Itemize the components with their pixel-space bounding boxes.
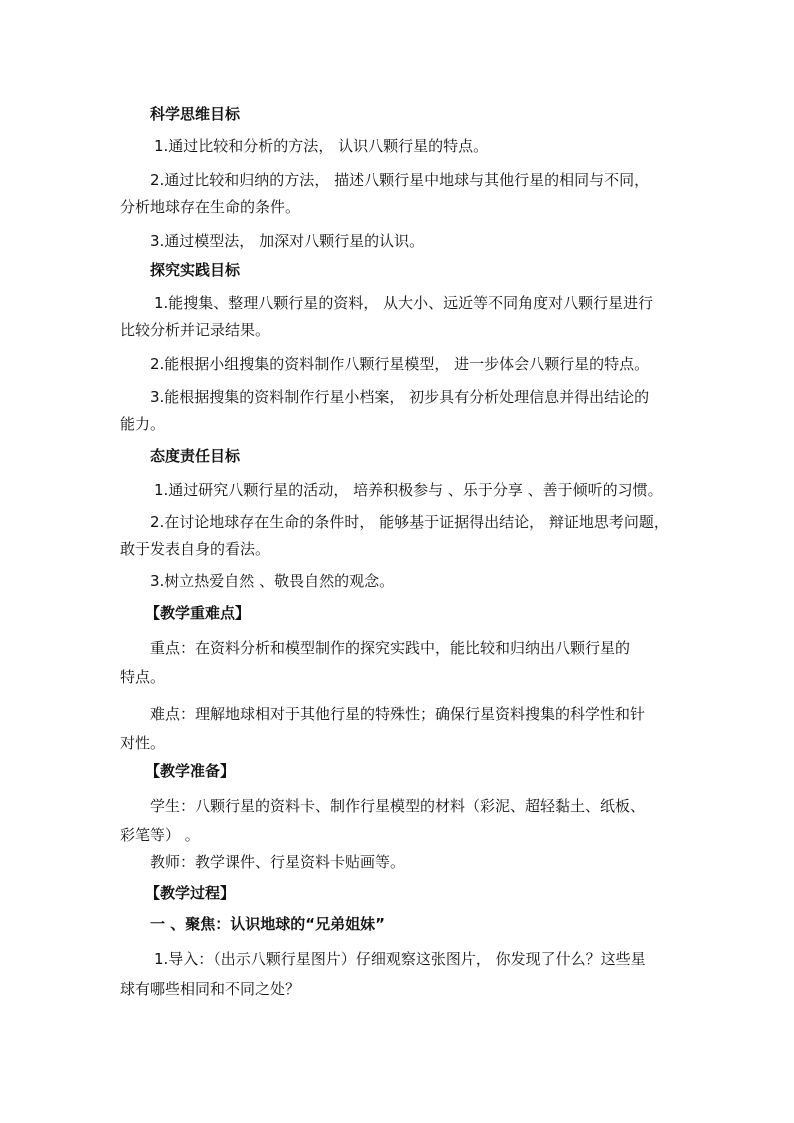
inquiry-practice-item-1-cont: 比较分析并记录结果。 [120,321,271,339]
process-intro-line-1: 1.导入：（出示八颗行星图片）仔细观察这张图片， 你发现了什么？这些星 [154,950,646,968]
preparation-student-line-2: 彩笔等） 。 [120,826,200,844]
section-heading-key-difficult: 【教学重难点】 [145,604,251,622]
key-point-line-2: 特点。 [120,668,166,686]
key-point-line-1: 重点：在资料分析和模型制作的探究实践中，能比较和归纳出八颗行星的 [150,639,631,657]
section-heading-attitude-responsibility: 态度责任目标 [150,447,241,465]
attitude-responsibility-item-1: 1.通过研究八颗行星的活动， 培养积极参与 、乐于分享 、善于倾听的习惯。 [154,481,663,499]
inquiry-practice-item-2: 2.能根据小组搜集的资料制作八颗行星模型， 进一步体会八颗行星的特点。 [150,355,650,373]
science-thinking-item-3: 3.通过模型法， 加深对八颗行星的认识。 [150,232,425,250]
section-heading-process: 【教学过程】 [145,884,236,902]
science-thinking-item-1: 1.通过比较和分析的方法， 认识八颗行星的特点。 [154,137,489,155]
section-heading-science-thinking: 科学思维目标 [150,105,241,123]
preparation-teacher-line-1: 教师：教学课件、行星资料卡贴画等。 [150,853,406,871]
inquiry-practice-item-3-cont: 能力。 [120,415,166,433]
science-thinking-item-2-cont: 分析地球存在生命的条件。 [120,198,301,216]
science-thinking-item-2: 2.通过比较和归纳的方法， 描述八颗行星中地球与其他行星的相同与不同， [150,171,650,189]
preparation-student-line-1: 学生：八颗行星的资料卡、制作行星模型的材料（彩泥、超轻黏土、纸板、 [150,797,646,815]
process-intro-line-2: 球有哪些相同和不同之处？ [120,980,301,998]
difficult-point-line-1: 难点：理解地球相对于其他行星的特殊性；确保行星资料搜集的科学性和针 [150,705,646,723]
attitude-responsibility-item-2: 2.在讨论地球存在生命的条件时， 能够基于证据得出结论， 辩证地思考问题， [150,513,669,531]
section-heading-preparation: 【教学准备】 [145,762,236,780]
attitude-responsibility-item-2-cont: 敢于发表自身的看法。 [120,540,271,558]
difficult-point-line-2: 对性。 [120,734,166,752]
section-heading-inquiry-practice: 探究实践目标 [150,261,241,279]
process-subheading-focus: 一 、聚焦：认识地球的“兄弟姐妹” [150,915,385,933]
attitude-responsibility-item-3: 3.树立热爱自然 、敬畏自然的观念。 [150,572,395,590]
inquiry-practice-item-1: 1.能搜集、整理八颗行星的资料， 从大小、远近等不同角度对八颗行星进行 [154,294,654,312]
inquiry-practice-item-3: 3.能根据搜集的资料制作行星小档案， 初步具有分析处理信息并得出结论的 [150,388,650,406]
